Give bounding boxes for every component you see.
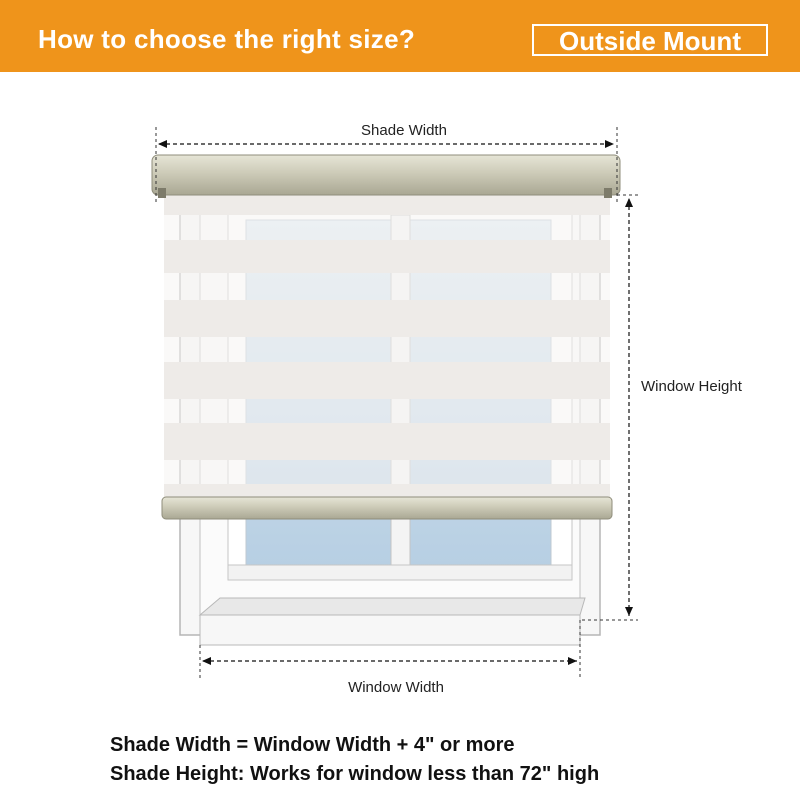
sizing-notes [110, 731, 599, 789]
shade-width-label: Shade Width [361, 122, 447, 139]
window-sill [200, 598, 585, 615]
top-cassette [152, 155, 620, 198]
shade-stripe [164, 240, 610, 273]
banner-title: How to choose the right size? [38, 24, 416, 54]
bottom-rail [162, 497, 612, 519]
shade-height-rule: Shade Height: Works for window less than 72" high [110, 763, 600, 785]
zebra-shade [162, 192, 612, 519]
shade-width-rule: Shade Width = Window Width + 4" or more [110, 734, 515, 756]
mount-type-badge: Outside Mount [532, 24, 768, 56]
window-height-label: Window Height [641, 378, 742, 395]
shade-stripe [164, 300, 610, 337]
window-width-label: Window Width [348, 679, 444, 696]
shade-stripe [164, 362, 610, 399]
shade-stripe [164, 423, 610, 460]
